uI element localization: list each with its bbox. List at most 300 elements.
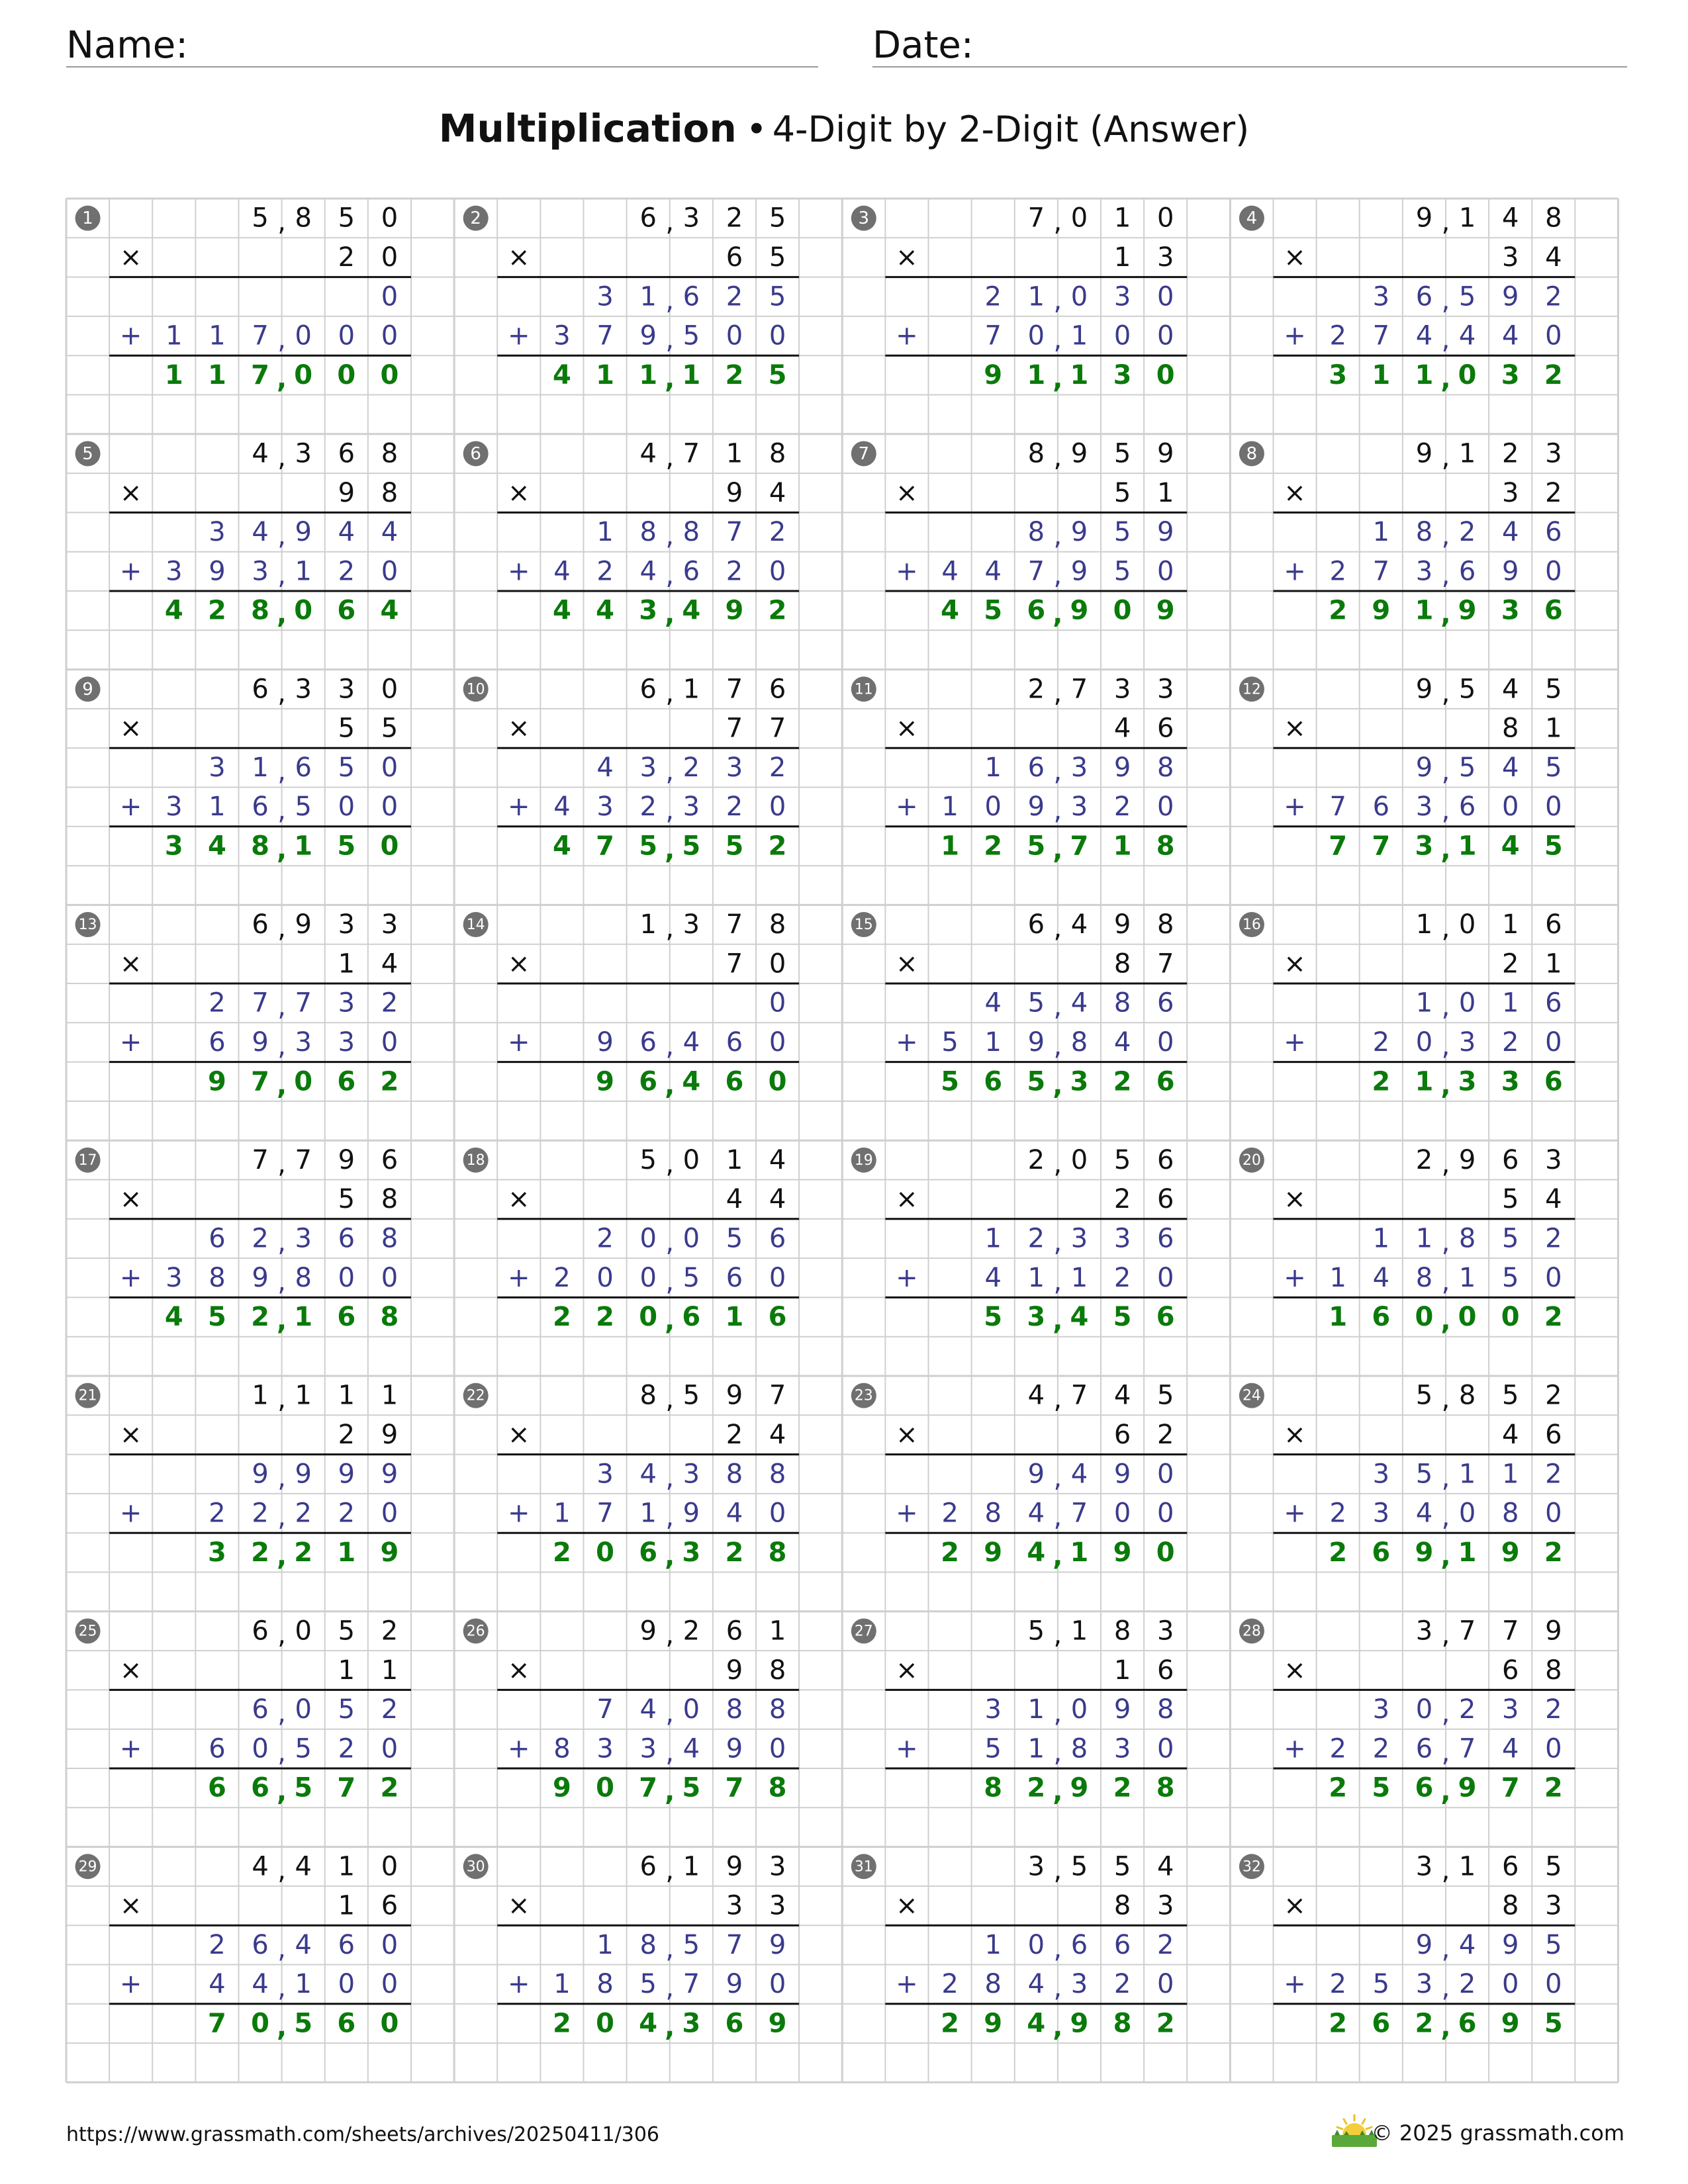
answer-digit: 2	[1329, 2008, 1348, 2039]
multiplicand-digit: 9	[1070, 438, 1088, 469]
partial-product-1-comma: ,	[1441, 521, 1450, 552]
problem-number: 23	[854, 1387, 873, 1404]
plus-sign: +	[896, 1733, 918, 1764]
partial-product-1-digit: 3	[596, 1459, 614, 1490]
multiplicand-digit: 8	[639, 1380, 657, 1411]
partial-product-2-digit: 0	[1113, 1498, 1131, 1529]
multiplicand-comma: ,	[1441, 206, 1450, 238]
multiplier-digit: 2	[1156, 1419, 1174, 1450]
partial-product-1-digit: 2	[1545, 1694, 1562, 1725]
partial-product-1-digit: 1	[1501, 1459, 1519, 1490]
partial-product-1-comma: ,	[1441, 1933, 1450, 1964]
multiplicand-digit: 6	[1545, 909, 1562, 940]
problem-number: 26	[466, 1623, 485, 1640]
answer-digit: 7	[596, 831, 614, 862]
multiplier-digit: 5	[1501, 1184, 1519, 1215]
answer-digit: 5	[682, 1772, 701, 1803]
multiplicand-digit: 7	[1027, 203, 1045, 234]
partial-product-2-digit: 5	[941, 1026, 959, 1058]
partial-product-2-digit: 3	[1070, 1969, 1088, 2000]
problem-number: 14	[466, 917, 485, 934]
multiplicand-digit: 8	[1027, 438, 1045, 469]
problem-number: 20	[1242, 1152, 1261, 1169]
multiplicand-digit: 1	[1113, 203, 1131, 234]
partial-product-2-digit: 3	[553, 320, 571, 351]
multiplicand-digit: 0	[1070, 203, 1088, 234]
footer-url[interactable]: https://www.grassmath.com/sheets/archives/20250411/306	[66, 2123, 660, 2146]
multiplicand-digit: 5	[1501, 1380, 1519, 1411]
answer-digit: 6	[337, 595, 356, 626]
multiplier-digit: 4	[1545, 1184, 1562, 1215]
partial-product-1-digit: 4	[1501, 517, 1519, 548]
partial-product-2-digit: 4	[984, 1262, 1002, 1293]
problem-number: 21	[78, 1387, 97, 1404]
answer-digit: 7	[1372, 831, 1391, 862]
answer-digit: 2	[941, 2008, 959, 2039]
partial-product-2-digit: 5	[682, 320, 700, 351]
partial-product-2-digit: 0	[338, 320, 355, 351]
answer-digit: 1	[294, 1302, 313, 1333]
partial-product-1-comma: ,	[1053, 756, 1062, 787]
partial-product-1-digit: 3	[295, 1223, 312, 1254]
multiplicand-digit: 9	[1415, 674, 1433, 705]
answer-digit: 3	[164, 831, 183, 862]
multiplicand-digit: 1	[1458, 203, 1476, 234]
partial-product-2-digit: 0	[596, 1262, 614, 1293]
partial-product-2-digit: 3	[596, 1733, 614, 1764]
partial-product-2-digit: 7	[1458, 1733, 1476, 1764]
partial-product-1-digit: 9	[1156, 517, 1174, 548]
answer-digit: 0	[639, 1302, 658, 1333]
problem-number: 29	[78, 1858, 97, 1876]
answer-digit: 2	[1156, 2008, 1175, 2039]
partial-product-1-digit: 0	[1027, 1929, 1045, 1960]
answer-comma: ,	[1440, 2012, 1451, 2043]
times-sign: ×	[119, 1655, 142, 1686]
partial-product-1-digit: 8	[769, 1694, 786, 1725]
plus-sign: +	[508, 1498, 530, 1529]
partial-product-1-digit: 3	[1070, 1223, 1088, 1254]
multiplicand-comma: ,	[665, 913, 675, 944]
answer-digit: 3	[1501, 595, 1520, 626]
multiplicand-digit: 2	[1027, 1144, 1045, 1175]
multiplicand-digit: 7	[769, 1380, 786, 1411]
partial-product-2-digit: 7	[1070, 1498, 1088, 1529]
problem-number: 10	[466, 681, 485, 698]
multiplicand-comma: ,	[1053, 678, 1062, 709]
partial-product-1-digit: 2	[1458, 1694, 1476, 1725]
answer-digit: 4	[639, 2008, 658, 2039]
partial-product-2-comma: ,	[1053, 1030, 1062, 1062]
partial-product-1-digit: 5	[1415, 1459, 1433, 1490]
multiplier-digit: 8	[381, 1184, 399, 1215]
plus-sign: +	[508, 792, 530, 823]
multiplicand-comma: ,	[1053, 1619, 1062, 1651]
partial-product-1-comma: ,	[1441, 1227, 1450, 1258]
plus-sign: +	[119, 320, 142, 351]
multiplicand-comma: ,	[1441, 1384, 1450, 1415]
partial-product-2-digit: 0	[1027, 320, 1045, 351]
partial-product-2-digit: 5	[1113, 556, 1131, 587]
times-sign: ×	[896, 477, 918, 508]
partial-product-2-digit: 0	[984, 792, 1002, 823]
partial-product-2-digit: 0	[381, 1969, 399, 2000]
multiplier-digit: 8	[1545, 1655, 1562, 1686]
answer-digit: 0	[596, 2008, 614, 2039]
partial-product-1-digit: 9	[1501, 1929, 1519, 1960]
problem-number: 18	[466, 1152, 485, 1169]
answer-digit: 2	[1113, 1772, 1132, 1803]
partial-product-1-comma: ,	[1053, 1698, 1062, 1729]
answer-digit: 2	[1329, 1772, 1348, 1803]
problem-number: 19	[854, 1152, 873, 1169]
multiplier-digit: 4	[381, 948, 399, 979]
partial-product-1-digit: 6	[682, 281, 700, 312]
partial-product-1-digit: 0	[381, 1929, 399, 1960]
multiplier-digit: 1	[1545, 948, 1562, 979]
answer-comma: ,	[277, 2012, 287, 2043]
answer-digit: 1	[1070, 1537, 1089, 1568]
partial-product-2-digit: 2	[338, 1733, 355, 1764]
multiplier-digit: 3	[1156, 1890, 1174, 1921]
plus-sign: +	[896, 556, 918, 587]
multiplicand-digit: 5	[1545, 1851, 1562, 1882]
plus-sign: +	[119, 556, 142, 587]
partial-product-1-digit: 6	[1545, 517, 1562, 548]
multiplicand-digit: 5	[769, 203, 786, 234]
multiplicand-comma: ,	[277, 1384, 286, 1415]
partial-product-2-comma: ,	[1441, 1030, 1450, 1062]
multiplier-digit: 4	[1113, 713, 1131, 744]
answer-digit: 2	[294, 1537, 313, 1568]
answer-digit: 1	[294, 831, 313, 862]
partial-product-1-digit: 7	[596, 1694, 614, 1725]
answer-digit: 6	[208, 1772, 226, 1803]
partial-product-2-digit: 2	[295, 1498, 312, 1529]
partial-product-2-digit: 9	[209, 556, 226, 587]
partial-product-1-digit: 8	[1156, 1694, 1174, 1725]
partial-product-2-comma: ,	[665, 796, 675, 827]
answer-digit: 5	[639, 831, 658, 862]
title-subtitle: 4-Digit by 2-Digit (Answer)	[772, 109, 1250, 150]
answer-digit: 5	[725, 831, 744, 862]
partial-product-2-digit: 8	[1070, 1026, 1088, 1058]
multiplicand-digit: 9	[338, 1144, 355, 1175]
plus-sign: +	[1284, 1498, 1306, 1529]
partial-product-2-digit: 9	[596, 1026, 614, 1058]
multiplier-digit: 1	[1156, 477, 1174, 508]
partial-product-2-digit: 8	[1070, 1733, 1088, 1764]
multiplicand-digit: 3	[1113, 674, 1131, 705]
answer-digit: 4	[1027, 2008, 1046, 2039]
answer-digit: 3	[1501, 1066, 1520, 1097]
answer-digit: 5	[941, 1066, 959, 1097]
multiplicand-digit: 5	[1415, 1380, 1433, 1411]
partial-product-2-digit: 4	[984, 556, 1002, 587]
multiplicand-digit: 3	[682, 909, 700, 940]
problem-number: 17	[78, 1152, 97, 1169]
answer-comma: ,	[1440, 599, 1451, 630]
multiplicand-digit: 1	[252, 1380, 269, 1411]
partial-product-1-digit: 6	[252, 1694, 269, 1725]
answer-comma: ,	[1440, 1306, 1451, 1337]
partial-product-2-digit: 1	[209, 792, 226, 823]
partial-product-2-digit: 1	[553, 1498, 571, 1529]
problem-number: 11	[854, 681, 873, 698]
answer-comma: ,	[665, 1776, 675, 1807]
partial-product-2-digit: 5	[1501, 1262, 1519, 1293]
plus-sign: +	[119, 1498, 142, 1529]
partial-product-1-digit: 6	[1156, 987, 1174, 1019]
answer-comma: ,	[1053, 1541, 1063, 1572]
partial-product-2-digit: 0	[295, 320, 312, 351]
partial-product-1-digit: 0	[1156, 281, 1174, 312]
partial-product-2-digit: 6	[1372, 792, 1390, 823]
multiplicand-digit: 9	[1415, 203, 1433, 234]
problem-number: 6	[470, 443, 481, 464]
partial-product-1-comma: ,	[665, 521, 675, 552]
partial-product-2-digit: 2	[1113, 1262, 1131, 1293]
multiplicand-digit: 1	[338, 1851, 355, 1882]
times-sign: ×	[119, 1184, 142, 1215]
multiplier-digit: 5	[769, 242, 786, 273]
problem-number: 27	[854, 1623, 873, 1640]
multiplicand-digit: 1	[338, 1380, 355, 1411]
multiplicand-digit: 3	[338, 674, 355, 705]
partial-product-2-digit: 1	[984, 1026, 1002, 1058]
plus-sign: +	[896, 792, 918, 823]
multiplicand-digit: 4	[1027, 1380, 1045, 1411]
answer-comma: ,	[665, 599, 675, 630]
answer-digit: 2	[725, 1537, 744, 1568]
multiplier-digit: 6	[1545, 1419, 1562, 1450]
answer-digit: 5	[984, 1302, 1003, 1333]
partial-product-1-digit: 9	[1027, 1459, 1045, 1490]
partial-product-2-digit: 0	[1545, 1026, 1562, 1058]
partial-product-1-digit: 2	[726, 281, 743, 312]
partial-product-2-digit: 2	[1329, 320, 1346, 351]
partial-product-2-digit: 2	[1458, 1969, 1476, 2000]
times-sign: ×	[1284, 713, 1306, 744]
answer-digit: 1	[208, 359, 226, 390]
times-sign: ×	[508, 1184, 530, 1215]
multiplicand-comma: ,	[665, 1148, 675, 1179]
answer-comma: ,	[665, 1541, 675, 1572]
multiplicand-digit: 8	[381, 438, 399, 469]
answer-digit: 0	[1458, 359, 1477, 390]
multiplicand-digit: 8	[769, 438, 786, 469]
partial-product-2-comma: ,	[277, 1502, 286, 1533]
multiplicand-digit: 6	[639, 674, 657, 705]
multiplier-digit: 1	[338, 948, 355, 979]
multiplicand-digit: 8	[1156, 909, 1174, 940]
multiplicand-digit: 6	[252, 674, 269, 705]
partial-product-2-digit: 0	[338, 1969, 355, 2000]
multiplicand-digit: 7	[1501, 1615, 1519, 1647]
answer-digit: 8	[984, 1772, 1003, 1803]
partial-product-1-digit: 0	[682, 1694, 700, 1725]
answer-digit: 4	[596, 595, 614, 626]
partial-product-2-digit: 6	[1458, 556, 1476, 587]
partial-product-2-digit: 9	[252, 1026, 269, 1058]
partial-product-1-digit: 7	[726, 1929, 743, 1960]
times-sign: ×	[1284, 1184, 1306, 1215]
partial-product-2-digit: 4	[1027, 1498, 1045, 1529]
partial-product-2-digit: 6	[209, 1733, 226, 1764]
answer-digit: 6	[725, 2008, 744, 2039]
answer-digit: 4	[208, 831, 226, 862]
partial-product-2-digit: 7	[984, 320, 1002, 351]
partial-product-1-digit: 3	[209, 517, 226, 548]
answer-comma: ,	[1440, 1776, 1451, 1807]
plus-sign: +	[896, 1498, 918, 1529]
problem-number: 32	[1242, 1858, 1261, 1876]
multiplicand-digit: 9	[726, 1851, 743, 1882]
partial-product-2-digit: 4	[941, 556, 959, 587]
partial-product-1-digit: 2	[596, 1223, 614, 1254]
partial-product-1-digit: 8	[1113, 987, 1131, 1019]
plus-sign: +	[119, 1026, 142, 1058]
multiplicand-digit: 0	[295, 1615, 312, 1647]
partial-product-1-digit: 5	[726, 1223, 743, 1254]
answer-digit: 5	[984, 595, 1003, 626]
partial-product-1-comma: ,	[1441, 1463, 1450, 1494]
partial-product-2-digit: 8	[984, 1498, 1002, 1529]
multiplier-digit: 2	[338, 242, 355, 273]
partial-product-1-digit: 5	[338, 752, 355, 783]
partial-product-2-digit: 7	[1372, 320, 1390, 351]
multiplicand-digit: 0	[1156, 203, 1174, 234]
partial-product-2-digit: 3	[639, 1733, 657, 1764]
partial-product-2-digit: 2	[941, 1969, 959, 2000]
answer-digit: 5	[1372, 1772, 1391, 1803]
partial-product-2-digit: 3	[165, 1262, 183, 1293]
partial-product-2-digit: 1	[295, 556, 312, 587]
partial-product-1-digit: 2	[1545, 1459, 1562, 1490]
partial-product-2-digit: 2	[1329, 1498, 1346, 1529]
answer-digit: 1	[1329, 1302, 1348, 1333]
partial-product-2-digit: 3	[1458, 1026, 1476, 1058]
partial-product-1-digit: 4	[1501, 752, 1519, 783]
partial-product-2-digit: 1	[1070, 1262, 1088, 1293]
partial-product-1-digit: 2	[1156, 1929, 1174, 1960]
partial-product-2-digit: 6	[639, 1026, 657, 1058]
multiplicand-digit: 7	[1070, 674, 1088, 705]
partial-product-2-digit: 7	[1027, 556, 1045, 587]
partial-product-1-comma: ,	[1053, 1933, 1062, 1964]
answer-digit: 2	[768, 831, 787, 862]
multiplicand-comma: ,	[665, 678, 675, 709]
partial-product-1-digit: 3	[1372, 281, 1390, 312]
partial-product-2-digit: 2	[1113, 792, 1131, 823]
answer-digit: 9	[1372, 595, 1391, 626]
multiplicand-digit: 7	[1458, 1615, 1476, 1647]
problem-number: 9	[82, 679, 93, 700]
partial-product-1-digit: 1	[1027, 1694, 1045, 1725]
answer-digit: 5	[1113, 1302, 1132, 1333]
partial-product-2-digit: 6	[252, 792, 269, 823]
multiplicand-digit: 6	[1501, 1144, 1519, 1175]
partial-product-1-comma: ,	[1441, 756, 1450, 787]
partial-product-1-digit: 1	[1501, 987, 1519, 1019]
answer-digit: 9	[984, 1537, 1003, 1568]
multiplicand-digit: 0	[1458, 909, 1476, 940]
partial-product-2-comma: ,	[1441, 1737, 1450, 1768]
partial-product-1-digit: 7	[295, 987, 312, 1019]
multiplicand-digit: 9	[1113, 909, 1131, 940]
partial-product-1-digit: 3	[1501, 1694, 1519, 1725]
plus-sign: +	[896, 320, 918, 351]
partial-product-1-digit: 5	[769, 281, 786, 312]
partial-product-2-digit: 8	[1501, 1498, 1519, 1529]
answer-digit: 2	[1113, 1066, 1132, 1097]
multiplicand-digit: 2	[1501, 438, 1519, 469]
partial-product-1-digit: 9	[1070, 517, 1088, 548]
problem-number: 5	[82, 443, 93, 464]
problem-number: 16	[1242, 917, 1261, 934]
problem-number: 12	[1242, 681, 1261, 698]
partial-product-1-digit: 2	[1545, 281, 1562, 312]
partial-product-2-comma: ,	[1441, 1502, 1450, 1533]
multiplicand-digit: 1	[682, 674, 700, 705]
answer-digit: 7	[208, 2008, 226, 2039]
partial-product-1-digit: 5	[1027, 987, 1045, 1019]
partial-product-2-comma: ,	[665, 1973, 675, 2004]
partial-product-1-digit: 6	[1027, 752, 1045, 783]
multiplier-digit: 1	[1113, 242, 1131, 273]
answer-digit: 3	[208, 1537, 226, 1568]
answer-digit: 0	[1156, 1537, 1175, 1568]
partial-product-2-digit: 0	[1156, 1026, 1174, 1058]
answer-comma: ,	[277, 1776, 287, 1807]
answer-digit: 2	[1329, 595, 1348, 626]
answer-digit: 9	[984, 2008, 1003, 2039]
partial-product-1-digit: 0	[639, 1223, 657, 1254]
multiplier-digit: 2	[338, 1419, 355, 1450]
multiplicand-digit: 6	[1501, 1851, 1519, 1882]
multiplicand-digit: 1	[769, 1615, 786, 1647]
partial-product-1-digit: 5	[682, 1929, 700, 1960]
partial-product-2-digit: 0	[1156, 320, 1174, 351]
multiplicand-digit: 5	[1458, 674, 1476, 705]
partial-product-1-digit: 4	[295, 1929, 312, 1960]
multiplicand-digit: 4	[1156, 1851, 1174, 1882]
answer-digit: 3	[1501, 359, 1520, 390]
answer-digit: 3	[1027, 1302, 1046, 1333]
problem-number: 4	[1246, 208, 1258, 229]
partial-product-2-digit: 6	[1415, 1733, 1433, 1764]
answer-digit: 1	[1372, 359, 1391, 390]
partial-product-1-digit: 9	[381, 1459, 399, 1490]
partial-product-2-digit: 2	[1329, 1969, 1346, 2000]
partial-product-2-digit: 0	[1415, 1026, 1433, 1058]
multiplier-digit: 2	[1501, 948, 1519, 979]
partial-product-1-digit: 3	[1372, 1459, 1390, 1490]
multiplicand-digit: 6	[639, 1851, 657, 1882]
answer-digit: 0	[380, 2008, 399, 2039]
partial-product-1-digit: 3	[984, 1694, 1002, 1725]
title-separator: •	[745, 109, 767, 150]
multiplicand-digit: 9	[1458, 1144, 1476, 1175]
answer-digit: 9	[1113, 1537, 1132, 1568]
partial-product-1-digit: 9	[252, 1459, 269, 1490]
partial-product-1-comma: ,	[277, 1227, 286, 1258]
plus-sign: +	[1284, 792, 1306, 823]
multiplicand-comma: ,	[665, 206, 675, 238]
answer-digit: 4	[1070, 1302, 1089, 1333]
partial-product-2-digit: 4	[252, 1969, 269, 2000]
partial-product-1-digit: 9	[1415, 1929, 1433, 1960]
